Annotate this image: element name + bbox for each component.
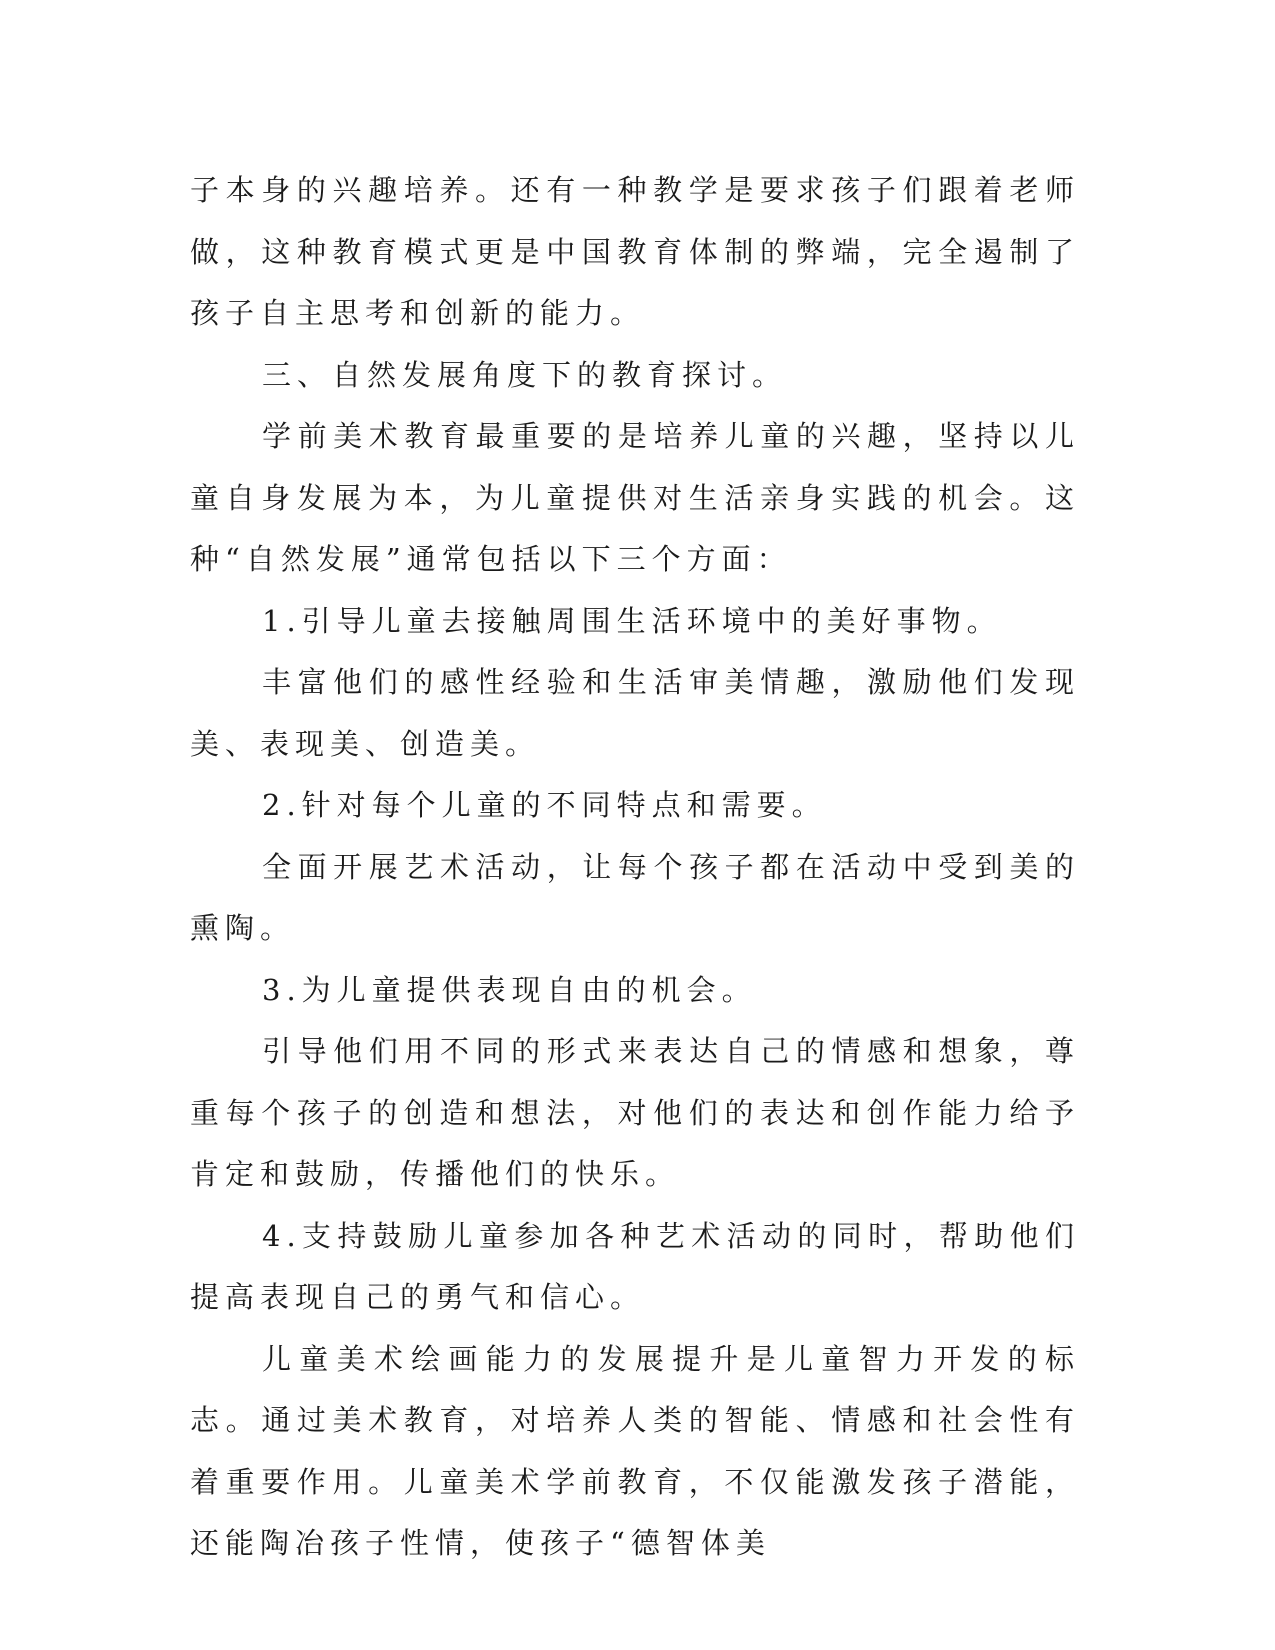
paragraph-continuation: 子本身的兴趣培养。还有一种教学是要求孩子们跟着老师做，这种教育模式更是中国教育体制的弊端，完全遏制了孩子自主思考和创新的能力。 (190, 173, 1080, 330)
paragraph: 儿童美术绘画能力的发展提升是儿童智力开发的标志。通过美术教育，对培养人类的智能、情感和社会性有着重要作用。儿童美术学前教育，不仅能激发孩子潜能，还能陶冶孩子性情，使孩子“德智体美 (190, 1341, 1080, 1560)
paragraph: 引导他们用不同的形式来表达自己的情感和想象，尊重每个孩子的创造和想法，对他们的表达和创作能力给予肯定和鼓励，传播他们的快乐。 (190, 1034, 1080, 1191)
list-item-heading: 1.引导儿童去接触周围生活环境中的美好事物。 (262, 603, 1002, 638)
paragraph: 丰富他们的感性经验和生活审美情趣，激励他们发现美、表现美、创造美。 (190, 665, 1080, 761)
list-item-heading: 2.针对每个儿童的不同特点和需要。 (262, 788, 827, 822)
list-item-heading: 4.支持鼓励儿童参加各种艺术活动的同时，帮助他们提高表现自己的勇气和信心。 (190, 1218, 1080, 1314)
document-body (190, 160, 1080, 1575)
paragraph: 全面开展艺术活动，让每个孩子都在活动中受到美的熏陶。 (190, 849, 1080, 945)
section-heading: 三、自然发展角度下的教育探讨。 (262, 357, 788, 392)
paragraph: 学前美术教育最重要的是培养儿童的兴趣，坚持以儿童自身发展为本，为儿童提供对生活亲身实践的机会。这种“自然发展”通常包括以下三个方面： (190, 419, 1080, 576)
list-item-heading: 3.为儿童提供表现自由的机会。 (262, 972, 757, 1007)
